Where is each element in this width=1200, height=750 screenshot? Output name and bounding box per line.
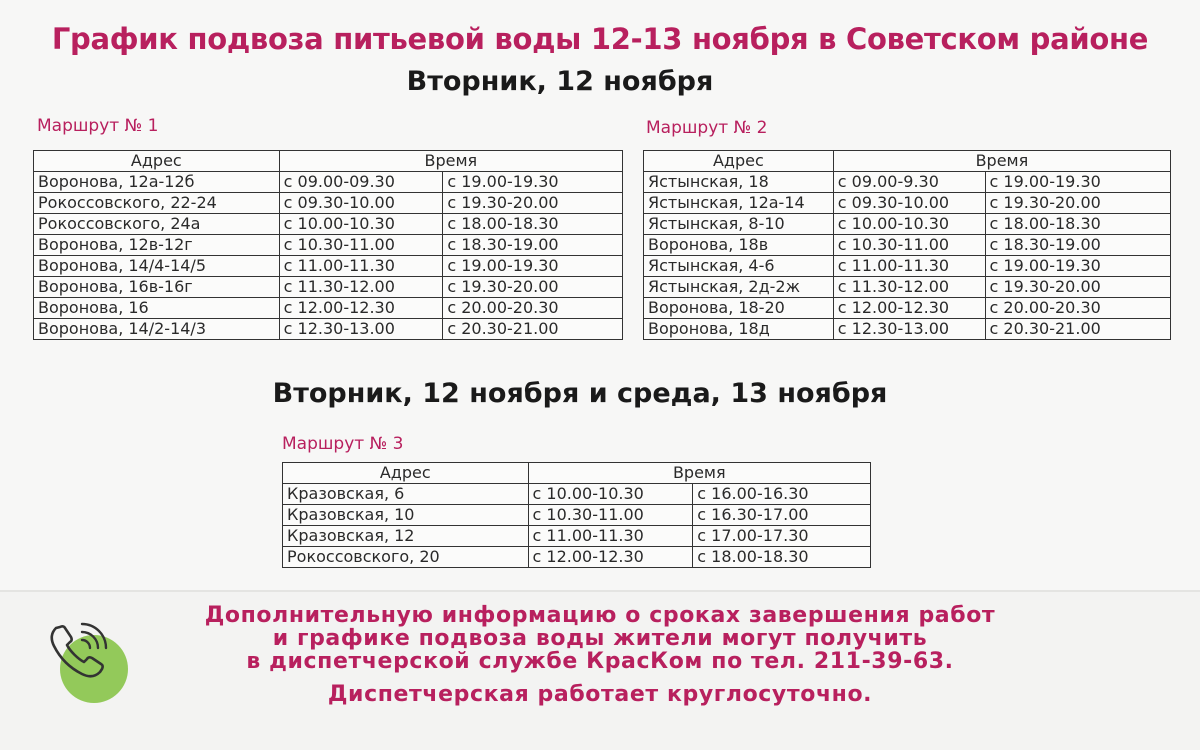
page-title: График подвоза питьевой воды 12-13 ноября в Советском районе [51,22,1149,56]
footer-hours: Диспетчерская работает круглосуточно. [327,682,873,707]
table-row [34,319,623,340]
table-row [283,526,871,547]
address-cell: Рокоссовского, 24а [34,214,280,235]
phone-icon [42,618,112,688]
address-cell: Кразовская, 10 [283,505,529,526]
time-evening-cell: с 20.30-21.00 [985,319,1170,340]
footer-info [150,604,1050,673]
time-evening-cell: с 19.30-20.00 [443,277,623,298]
time-evening-cell: с 19.30-20.00 [985,193,1170,214]
address-cell: Воронова, 14/2-14/3 [34,319,280,340]
table-row [34,235,623,256]
time-morning-cell: с 11.30-12.00 [833,277,985,298]
time-evening-cell: с 19.00-19.30 [985,172,1170,193]
time-morning-cell: с 11.00-11.30 [528,526,693,547]
time-evening-cell: с 20.00-20.30 [443,298,623,319]
time-evening-cell: с 17.00-17.30 [693,526,871,547]
time-morning-cell: с 10.00-10.30 [279,214,443,235]
address-cell: Воронова, 12в-12г [34,235,280,256]
table-row [34,193,623,214]
address-cell: Воронова, 14/4-14/5 [34,256,280,277]
table-row [644,256,1171,277]
address-cell: Ястынская, 18 [644,172,834,193]
table-row [34,277,623,298]
address-cell: Воронова, 18-20 [644,298,834,319]
route-1-table [33,150,623,340]
address-cell: Кразовская, 12 [283,526,529,547]
time-morning-cell: с 11.30-12.00 [279,277,443,298]
table-row [34,256,623,277]
address-header: Адрес [644,151,834,172]
time-evening-cell: с 19.30-20.00 [985,277,1170,298]
time-evening-cell: с 19.00-19.30 [985,256,1170,277]
time-morning-cell: с 10.30-11.00 [528,505,693,526]
address-cell: Кразовская, 6 [283,484,529,505]
table-row [283,484,871,505]
route-2-table [643,150,1171,340]
time-morning-cell: с 09.00-09.30 [279,172,443,193]
time-evening-cell: с 18.30-19.00 [985,235,1170,256]
address-cell: Ястынская, 12а-14 [644,193,834,214]
table-row [34,298,623,319]
day-heading-tuesday: Вторник, 12 ноября [406,66,714,97]
address-cell: Ястынская, 8-10 [644,214,834,235]
address-cell: Воронова, 12а-12б [34,172,280,193]
table-row [644,277,1171,298]
time-morning-cell: с 10.30-11.00 [833,235,985,256]
table-row [644,235,1171,256]
time-morning-cell: с 12.00-12.30 [528,547,693,568]
address-cell: Воронова, 18д [644,319,834,340]
address-header: Адрес [283,463,529,484]
time-evening-cell: с 16.00-16.30 [693,484,871,505]
time-evening-cell: с 19.00-19.30 [443,172,623,193]
time-morning-cell: с 10.00-10.30 [528,484,693,505]
time-evening-cell: с 18.00-18.30 [693,547,871,568]
time-evening-cell: с 19.00-19.30 [443,256,623,277]
table-row [644,298,1171,319]
time-morning-cell: с 10.30-11.00 [279,235,443,256]
footer-line: в диспетчерской службе КрасКом по тел. 211-39-63. [246,649,954,674]
route-1-label: Маршрут № 1 [37,116,159,136]
time-morning-cell: с 12.30-13.00 [279,319,443,340]
time-evening-cell: с 18.00-18.30 [443,214,623,235]
time-morning-cell: с 11.00-11.30 [279,256,443,277]
time-evening-cell: с 19.30-20.00 [443,193,623,214]
route-2-label: Маршрут № 2 [646,118,768,138]
time-morning-cell: с 09.30-10.00 [833,193,985,214]
time-header: Время [528,463,870,484]
address-cell: Воронова, 16в-16г [34,277,280,298]
time-evening-cell: с 20.30-21.00 [443,319,623,340]
address-cell: Рокоссовского, 20 [283,547,529,568]
time-morning-cell: с 09.30-10.00 [279,193,443,214]
address-cell: Ястынская, 4-6 [644,256,834,277]
time-morning-cell: с 11.00-11.30 [833,256,985,277]
time-morning-cell: с 12.00-12.30 [833,298,985,319]
table-row [644,214,1171,235]
address-cell: Рокоссовского, 22-24 [34,193,280,214]
address-header: Адрес [34,151,280,172]
address-cell: Ястынская, 2д-2ж [644,277,834,298]
table-row [34,172,623,193]
time-morning-cell: с 09.00-9.30 [833,172,985,193]
footer-line: Дополнительную информацию о сроках завершения работ [204,603,996,628]
time-evening-cell: с 18.30-19.00 [443,235,623,256]
time-morning-cell: с 10.00-10.30 [833,214,985,235]
address-cell: Воронова, 16 [34,298,280,319]
table-row [644,319,1171,340]
time-header: Время [833,151,1170,172]
day-heading-tuesday-wednesday: Вторник, 12 ноября и среда, 13 ноября [272,378,888,409]
time-evening-cell: с 16.30-17.00 [693,505,871,526]
table-row [34,214,623,235]
table-row [283,505,871,526]
time-header: Время [279,151,622,172]
route-3-label: Маршрут № 3 [282,434,404,454]
footer-line: и графике подвоза воды жители могут получить [272,626,928,651]
address-cell: Воронова, 18в [644,235,834,256]
time-evening-cell: с 18.00-18.30 [985,214,1170,235]
table-row [644,193,1171,214]
table-row [644,172,1171,193]
route-3-table [282,462,871,568]
table-row [283,547,871,568]
time-morning-cell: с 12.00-12.30 [279,298,443,319]
time-morning-cell: с 12.30-13.00 [833,319,985,340]
time-evening-cell: с 20.00-20.30 [985,298,1170,319]
